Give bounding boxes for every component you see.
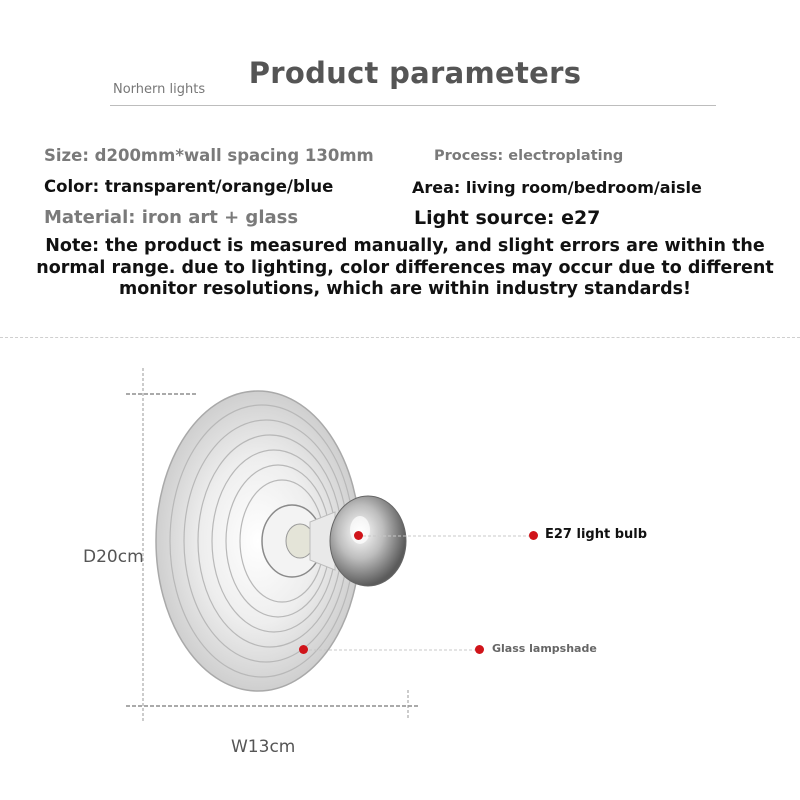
shade-marker-dot: [299, 645, 308, 654]
param-material: Material: iron art + glass: [44, 207, 299, 228]
height-label: D20cm: [83, 547, 144, 567]
section-divider: [0, 337, 800, 338]
param-light-source: Light source: e27: [414, 207, 601, 229]
bulb-marker-dot: [354, 531, 363, 540]
title-underline: [110, 105, 716, 106]
bulb-mirror-dome: [330, 496, 406, 586]
param-area: Area: living room/bedroom/aisle: [412, 178, 702, 197]
param-color: Color: transparent/orange/blue: [44, 177, 334, 196]
width-label: W13cm: [231, 737, 296, 757]
param-process: Process: electroplating: [434, 148, 624, 164]
product-diagram: [0, 340, 800, 800]
shade-callout-label: Glass lampshade: [492, 642, 597, 655]
measurement-note: Note: the product is measured manually, and slight errors are within the normal range. due to lighting, color differences may occur due to different monitor resolutions, which are within industry standards!: [36, 236, 774, 299]
bulb-callout-dot: [529, 531, 538, 540]
brand-name: Norhern lights: [113, 82, 206, 97]
page-title: Product parameters: [248, 56, 582, 90]
param-size: Size: d200mm*wall spacing 130mm: [44, 146, 374, 165]
bulb-callout-label: E27 light bulb: [545, 527, 648, 542]
shade-callout-dot: [475, 645, 484, 654]
